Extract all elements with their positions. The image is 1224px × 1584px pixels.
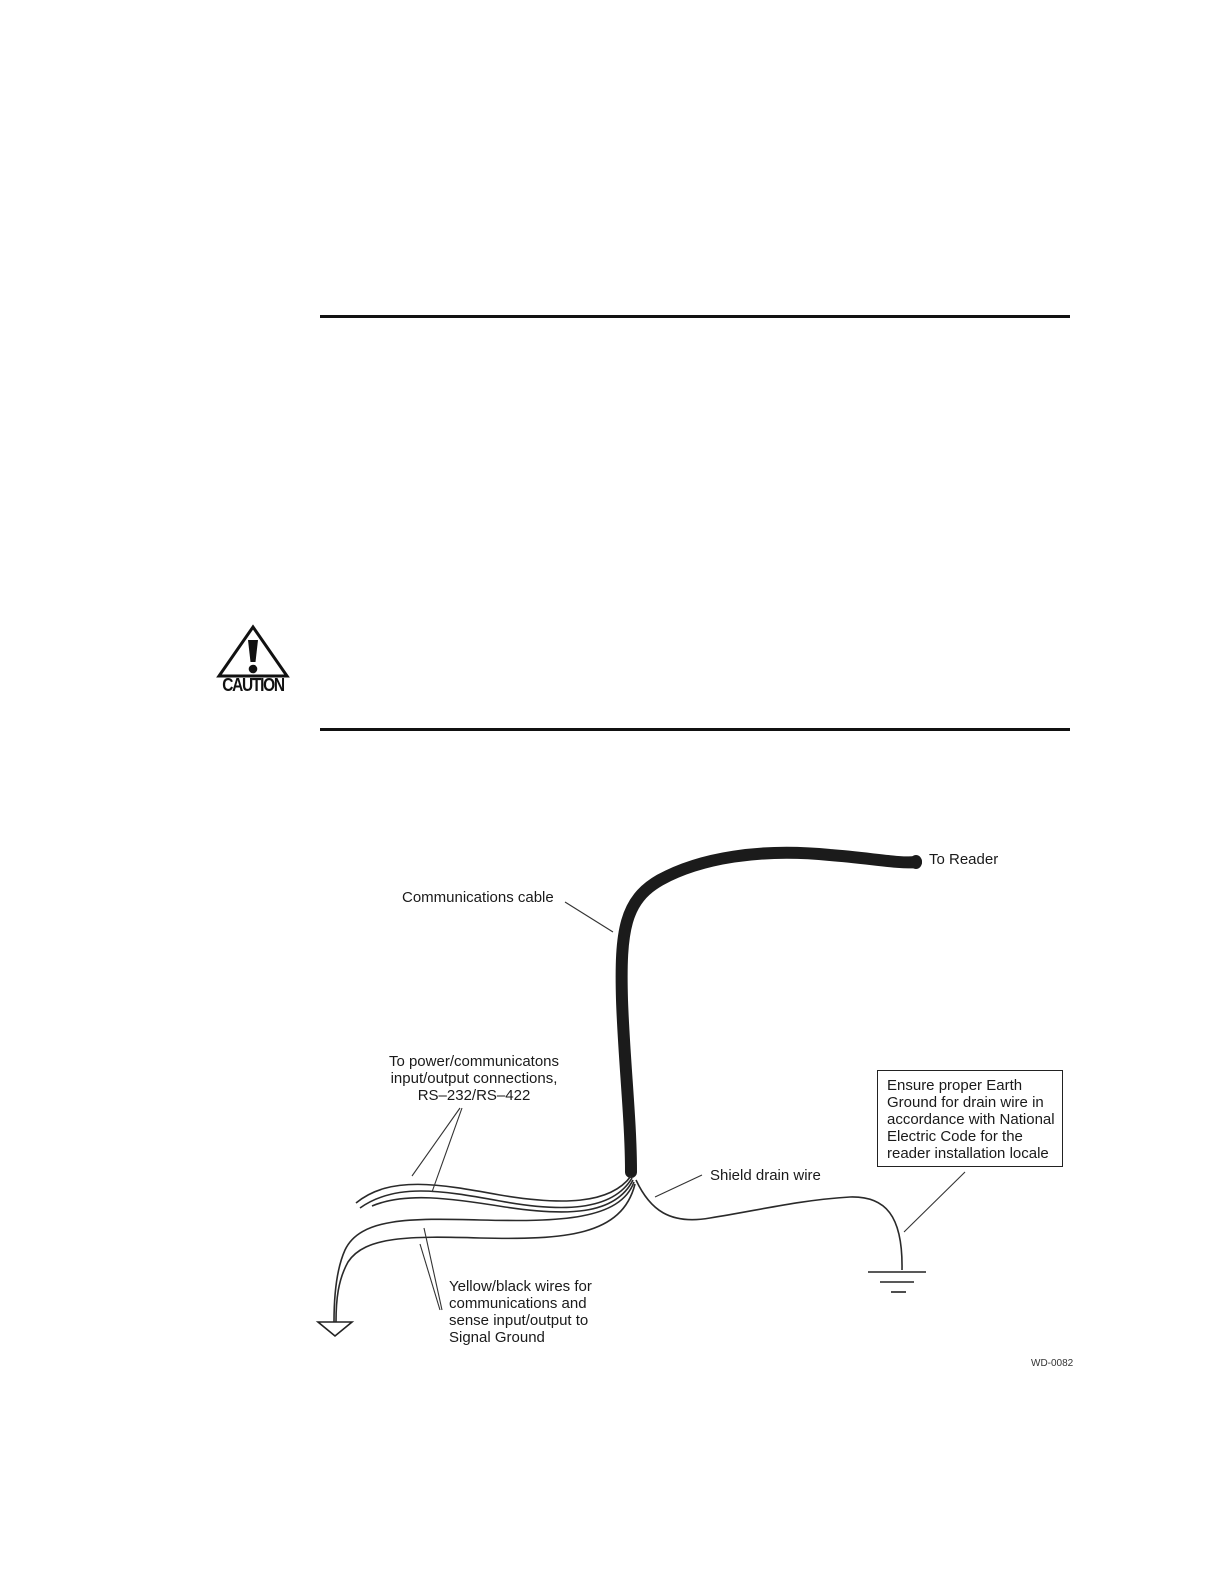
- power-connections-line-1: To power/communicatons: [388, 1053, 560, 1070]
- communications-cable-label: Communications cable: [402, 889, 554, 906]
- power-connections-line-3: RS–232/RS–422: [417, 1087, 531, 1104]
- to-reader-label: To Reader: [929, 851, 999, 868]
- cable-end: [910, 855, 922, 869]
- figure-id: WD-0082: [1031, 1358, 1073, 1369]
- shield-drain-wire: [636, 1180, 902, 1270]
- signal-ground-line-1: Yellow/black wires for: [449, 1278, 592, 1295]
- earth-ground-note: Ensure proper Earth Ground for drain wire in accordance with National Electric Code for the reader installation locale: [877, 1070, 1063, 1167]
- signal-ground-wires-label: [449, 1278, 592, 1346]
- signal-ground-line-2: communications and: [449, 1295, 587, 1312]
- power-wire-2: [360, 1178, 632, 1208]
- power-connections-label: [356, 1053, 592, 1104]
- earth-ground-icon: [868, 1272, 926, 1292]
- communications-cable: [622, 853, 916, 1172]
- signal-ground-line-4: Signal Ground: [449, 1329, 545, 1346]
- signal-ground-line-3: sense input/output to: [449, 1312, 589, 1329]
- shield-drain-wire-label: Shield drain wire: [710, 1167, 821, 1184]
- caution-label: CAUTION: [222, 675, 284, 695]
- signal-ground-icon: [318, 1322, 352, 1336]
- power-connections-line-2: input/output connections,: [390, 1070, 558, 1087]
